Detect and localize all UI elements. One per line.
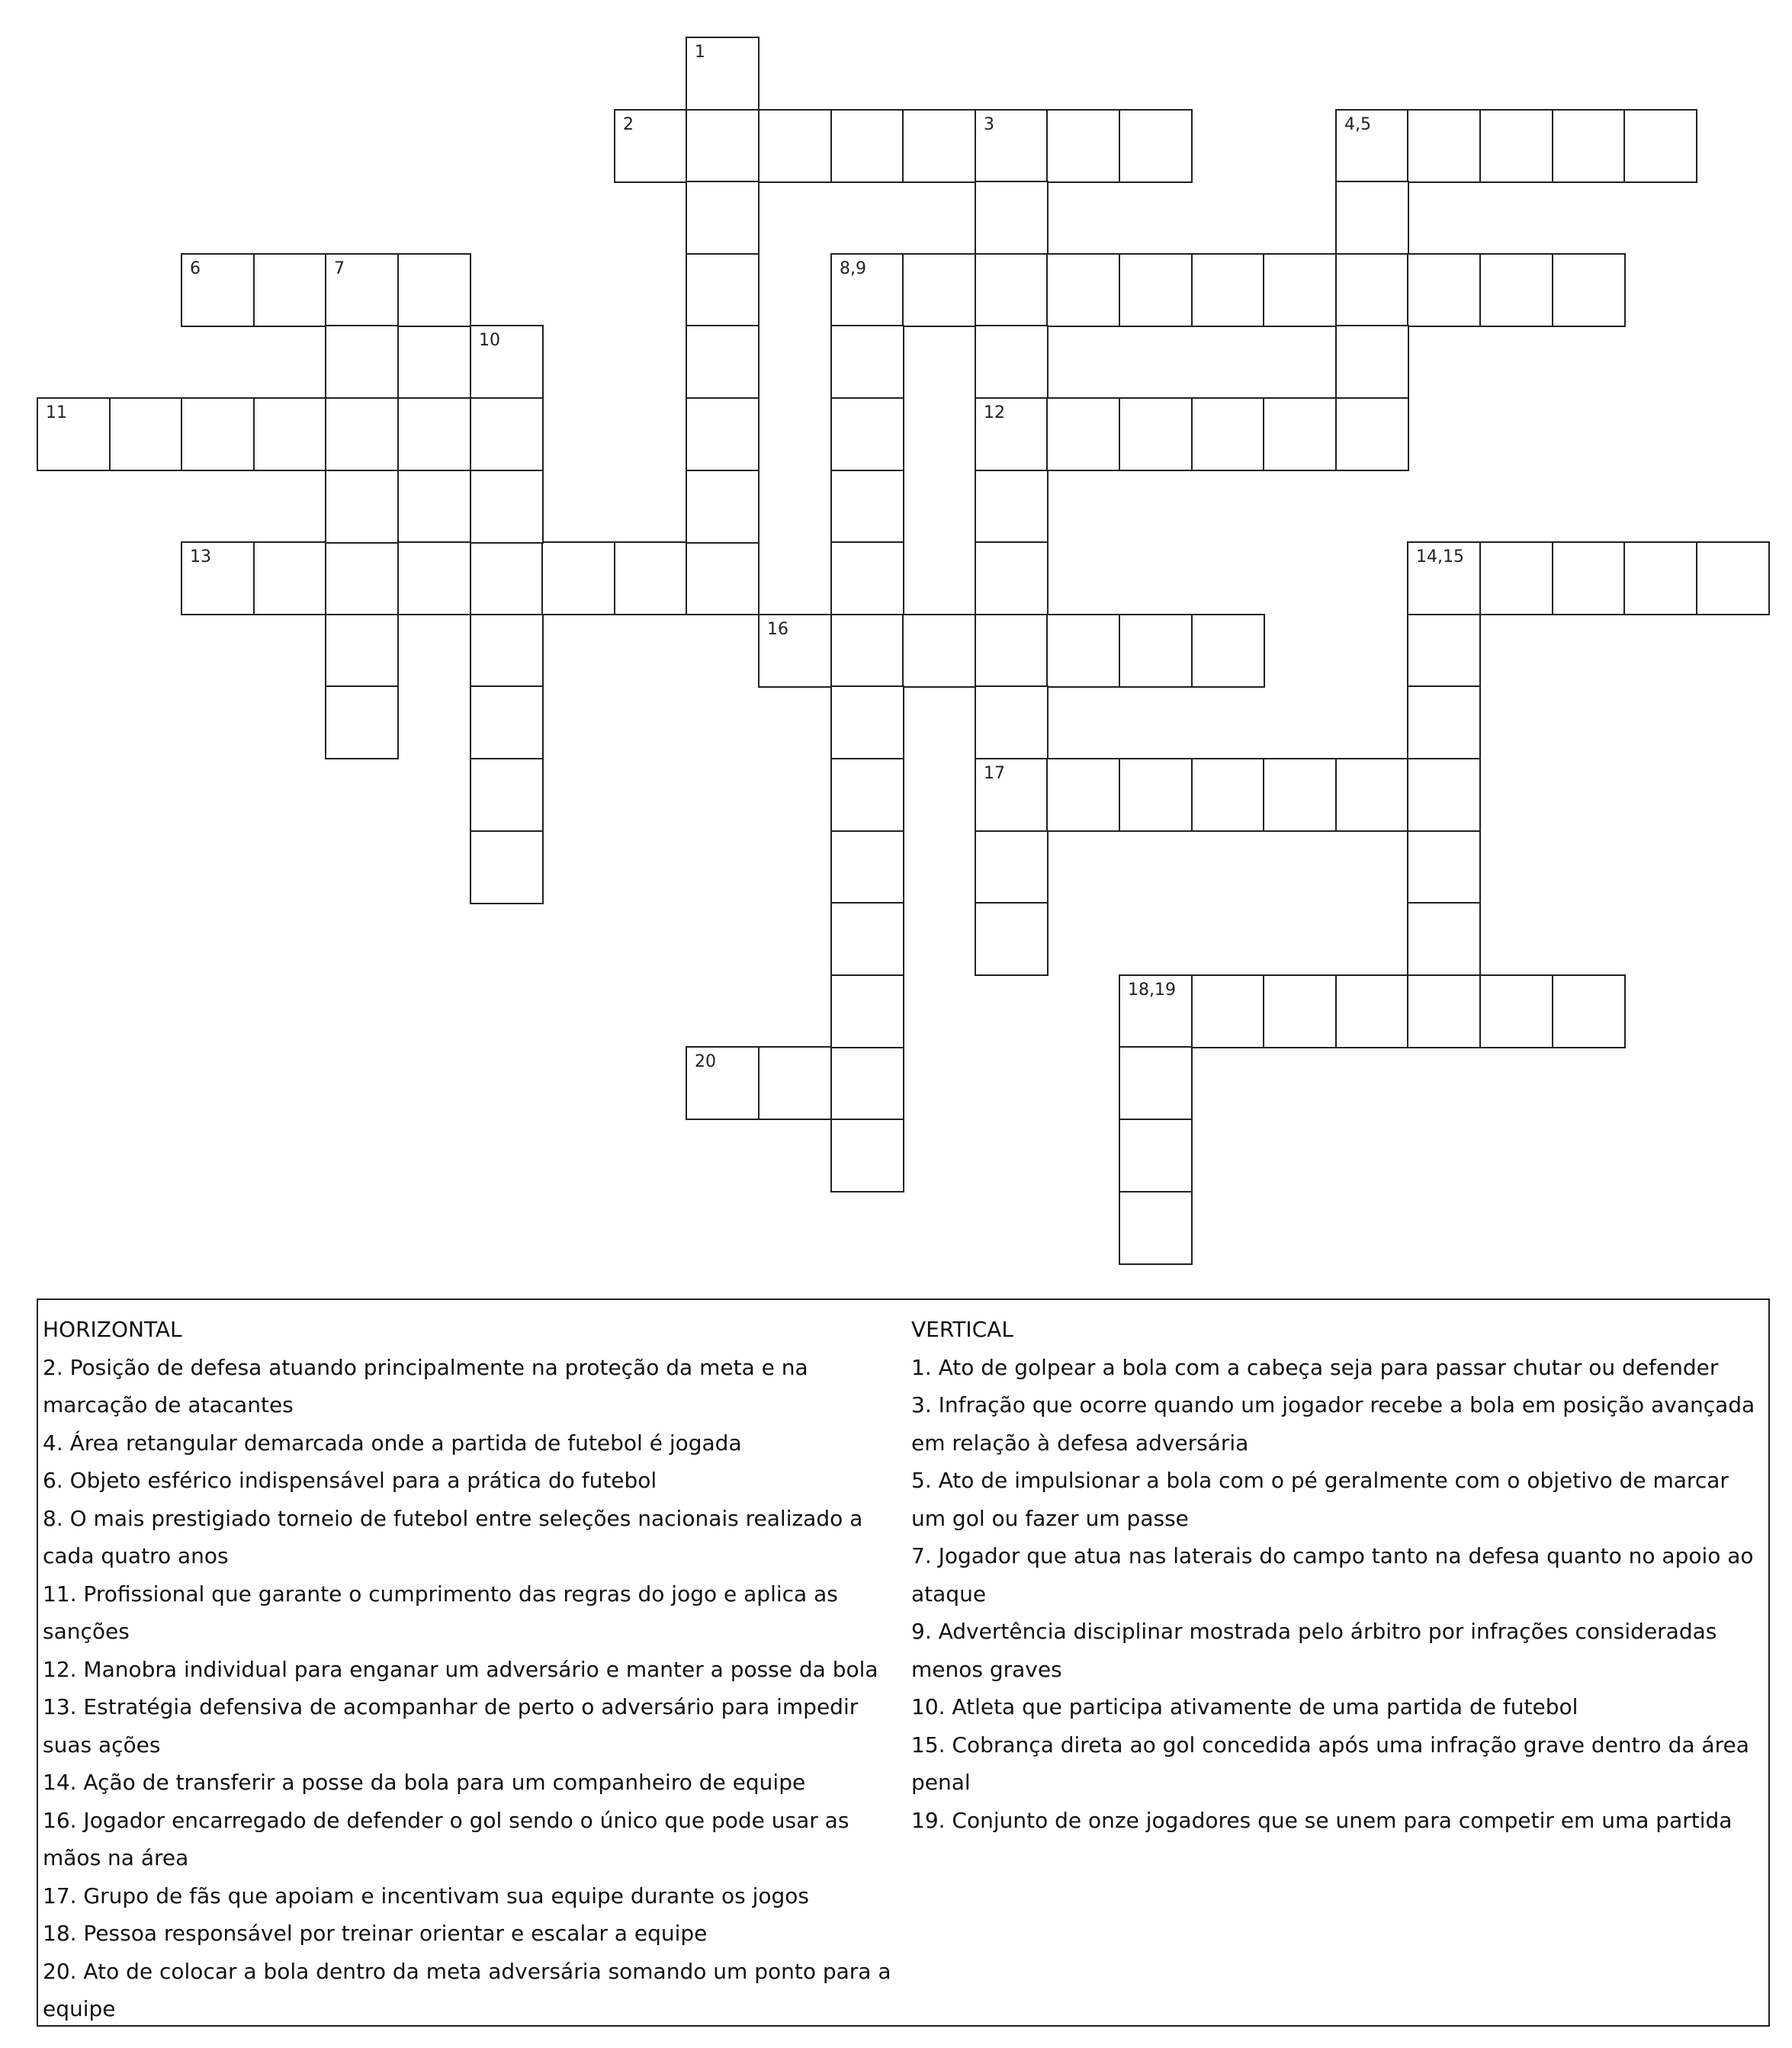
crossword-cell[interactable] [1552,109,1626,183]
crossword-cell[interactable] [1623,541,1697,615]
crossword-cell[interactable] [830,830,904,904]
crossword-cell[interactable] [902,109,976,183]
clue-item: 11. Profissional que garante o cumprimento das regras do jogo e aplica as sanções [43,1581,838,1644]
crossword-cell[interactable] [470,470,544,544]
crossword-cell[interactable] [975,253,1049,327]
crossword-cell[interactable] [830,253,904,327]
crossword-cell[interactable] [1407,253,1481,327]
crossword-cell[interactable] [325,470,399,544]
crossword-cell[interactable] [1046,758,1120,832]
crossword-cell[interactable] [470,758,544,832]
crossword-cell[interactable] [1407,902,1481,976]
vertical-clues [911,1311,1765,1839]
crossword-cell[interactable] [614,541,688,615]
crossword-cell[interactable] [1552,253,1626,327]
clue-item: 19. Conjunto de onze jogadores que se unem para competir em uma partida [911,1807,1733,1833]
crossword-cell[interactable] [1119,109,1193,183]
clue-item: 1. Ato de golpear a bola com a cabeça seja para passar chutar ou defender [911,1354,1719,1380]
crossword-cell[interactable] [1119,758,1193,832]
crossword-cell[interactable] [397,541,471,615]
crossword-cell[interactable] [1119,1191,1193,1265]
clue-number: 11 [46,403,67,422]
crossword-cell[interactable] [1191,614,1265,688]
crossword-cell[interactable] [1046,253,1120,327]
crossword-cell[interactable] [975,830,1049,904]
crossword-cell[interactable] [1119,1046,1193,1120]
crossword-cell[interactable] [1407,685,1481,759]
crossword-cell[interactable] [686,541,760,615]
crossword-cell[interactable] [1479,541,1553,615]
crossword-cell[interactable] [975,470,1049,544]
clue-item: 5. Ato de impulsionar a bola com o pé geralmente com o objetivo de marcar um gol ou fazer um passe [911,1468,1729,1531]
crossword-cell[interactable] [1191,974,1265,1048]
crossword-cell[interactable] [902,253,976,327]
crossword-cell[interactable] [686,109,760,183]
crossword-cell[interactable] [830,1119,904,1193]
crossword-cell[interactable] [325,541,399,615]
crossword-cell[interactable] [181,397,255,471]
crossword-cell[interactable] [541,541,615,615]
clue-item: 12. Manobra individual para enganar um adversário e manter a posse da bola [43,1656,878,1682]
crossword-cell[interactable] [1479,974,1553,1048]
crossword-cell[interactable] [1191,397,1265,471]
clue-number: 10 [479,331,500,350]
crossword-cell[interactable] [1623,109,1697,183]
vertical-clues-title: VERTICAL [911,1317,1013,1342]
crossword-cell[interactable] [470,325,544,399]
clue-number: 14,15 [1416,547,1464,567]
crossword-cell[interactable] [1263,974,1337,1048]
crossword-cell[interactable] [470,614,544,688]
crossword-cell[interactable] [1552,974,1626,1048]
clue-item: 4. Área retangular demarcada onde a partida de futebol é jogada [43,1430,742,1456]
clue-number: 2 [623,115,634,134]
crossword-cell[interactable] [181,253,255,327]
crossword-cell[interactable] [1696,541,1770,615]
clue-number: 16 [767,620,788,639]
clue-number: 3 [984,115,994,134]
clue-item: 9. Advertência disciplinar mostrada pelo árbitro por infrações consideradas menos graves [911,1619,1717,1682]
crossword-cell[interactable] [1335,397,1409,471]
crossword-cell[interactable] [758,1046,832,1120]
crossword-cell[interactable] [1407,974,1481,1048]
crossword-cell[interactable] [181,541,255,615]
clue-item: 18. Pessoa responsável por treinar orientar e escalar a equipe [43,1921,708,1946]
crossword-cell[interactable] [1407,109,1481,183]
crossword-cell[interactable] [325,253,399,327]
crossword-cell[interactable] [1119,974,1193,1048]
clue-number: 17 [984,764,1005,783]
clue-number: 6 [190,259,201,278]
crossword-cell[interactable] [975,685,1049,759]
clue-number: 7 [334,259,345,278]
crossword-cell[interactable] [1335,109,1409,183]
crossword-cell[interactable] [686,37,760,111]
crossword-cell[interactable] [1263,253,1337,327]
crossword-cell[interactable] [1335,181,1409,255]
clue-item: 6. Objeto esférico indispensável para a prática do futebol [43,1468,657,1493]
crossword-cell[interactable] [109,397,183,471]
clue-item: 15. Cobrança direta ao gol concedida após uma infração grave dentro da área penal [911,1732,1749,1795]
clue-item: 3. Infração que ocorre quando um jogador recebe a bola em posição avançada em relação à defesa adversária [911,1392,1755,1456]
clue-item: 10. Atleta que participa ativamente de uma partida de futebol [911,1694,1578,1719]
crossword-cell[interactable] [1335,974,1409,1048]
clue-item: 7. Jogador que atua nas laterais do campo tanto na defesa quanto no apoio ao ataque [911,1543,1754,1607]
crossword-cell[interactable] [397,397,471,471]
clue-item: 13. Estratégia defensiva de acompanhar de perto o adversário para impedir suas ações [43,1694,859,1757]
crossword-cell[interactable] [758,614,832,688]
crossword-cell[interactable] [975,109,1049,183]
crossword-cell[interactable] [470,685,544,759]
clue-number: 20 [695,1052,716,1071]
crossword-cell[interactable] [1407,541,1481,615]
crossword-cell[interactable] [325,325,399,399]
horizontal-clues-title: HORIZONTAL [43,1317,182,1342]
crossword-cell[interactable] [1046,109,1120,183]
clue-number: 12 [984,403,1005,422]
crossword-cell[interactable] [1263,397,1337,471]
crossword-cell[interactable] [470,830,544,904]
crossword-cell[interactable] [470,397,544,471]
crossword-cell[interactable] [37,397,111,471]
crossword-cell[interactable] [1119,397,1193,471]
crossword-cell[interactable] [686,181,760,255]
crossword-cell[interactable] [830,109,904,183]
crossword-cell[interactable] [1335,325,1409,399]
crossword-cell[interactable] [253,541,327,615]
crossword-cell[interactable] [1407,830,1481,904]
crossword-cell[interactable] [1263,758,1337,832]
crossword-cell[interactable] [1119,614,1193,688]
clue-item: 14. Ação de transferir a posse da bola para um companheiro de equipe [43,1770,806,1795]
crossword-cell[interactable] [686,397,760,471]
crossword-cell[interactable] [830,614,904,688]
crossword-cell[interactable] [975,541,1049,615]
crossword-cell[interactable] [1407,614,1481,688]
clue-item: 2. Posição de defesa atuando principalmente na proteção da meta e na marcação de atacantes [43,1354,808,1417]
crossword-cell[interactable] [975,181,1049,255]
crossword-cell[interactable] [1119,1119,1193,1193]
crossword-cell[interactable] [1191,758,1265,832]
clue-number: 13 [190,547,211,567]
clue-item: 8. O mais prestigiado torneio de futebol entre seleções nacionais realizado a cada quatro anos [43,1505,863,1568]
crossword-cell[interactable] [975,325,1049,399]
horizontal-clues [43,1311,897,2028]
crossword-cell[interactable] [830,974,904,1048]
crossword-cell[interactable] [1119,253,1193,327]
crossword-cell[interactable] [830,758,904,832]
crossword-cell[interactable] [1046,614,1120,688]
crossword-cell[interactable] [686,470,760,544]
crossword-cell[interactable] [830,902,904,976]
crossword-cell[interactable] [686,253,760,327]
crossword-cell[interactable] [1552,541,1626,615]
crossword-cell[interactable] [902,614,976,688]
crossword-cell[interactable] [1479,253,1553,327]
crossword-cell[interactable] [975,614,1049,688]
clue-number: 8,9 [840,259,866,278]
crossword-cell[interactable] [830,397,904,471]
crossword-cell[interactable] [1046,397,1120,471]
crossword-cell[interactable] [975,902,1049,976]
crossword-cell[interactable] [1335,758,1409,832]
crossword-cell[interactable] [397,253,471,327]
clue-number: 18,19 [1128,981,1176,1000]
clue-number: 4,5 [1344,115,1371,134]
crossword-cell[interactable] [758,109,832,183]
clues-panel [37,1298,1770,2027]
crossword-cell[interactable] [975,397,1049,471]
crossword-cell[interactable] [1335,253,1409,327]
clue-item: 20. Ato de colocar a bola dentro da meta adversária somando um ponto para a equipe [43,1958,891,2021]
crossword-cell[interactable] [1407,758,1481,832]
clue-item: 17. Grupo de fãs que apoiam e incentivam sua equipe durante os jogos [43,1883,809,1908]
crossword-cell[interactable] [830,325,904,399]
crossword-cell[interactable] [830,1046,904,1120]
crossword-cell[interactable] [830,470,904,544]
crossword-cell[interactable] [325,397,399,471]
crossword-cell[interactable] [1479,109,1553,183]
crossword-cell[interactable] [686,1046,760,1120]
crossword-cell[interactable] [470,541,544,615]
crossword-cell[interactable] [325,614,399,688]
clue-item: 16. Jogador encarregado de defender o gol sendo o único que pode usar as mãos na área [43,1807,849,1870]
crossword-cell[interactable] [325,685,399,759]
crossword-cell[interactable] [253,397,327,471]
crossword-cell[interactable] [975,758,1049,832]
crossword-cell[interactable] [686,325,760,399]
crossword-cell[interactable] [830,541,904,615]
crossword-cell[interactable] [830,685,904,759]
clue-number: 1 [695,43,705,62]
crossword-cell[interactable] [1191,253,1265,327]
crossword-cell[interactable] [253,253,327,327]
crossword-cell[interactable] [614,109,688,183]
